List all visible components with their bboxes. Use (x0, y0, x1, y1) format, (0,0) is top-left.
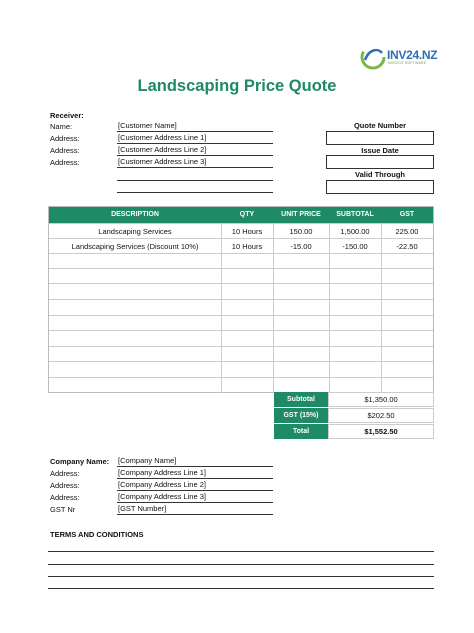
gst-number-field[interactable]: [GST Number] (117, 503, 273, 515)
company-address-line3-field[interactable]: [Company Address Line 3] (117, 491, 273, 503)
valid-through-label: Valid Through (355, 170, 405, 179)
table-row-empty[interactable] (49, 330, 433, 345)
total-value: $1,552.50 (328, 424, 434, 439)
cell-qty: 10 Hours (231, 227, 263, 236)
table-row-empty[interactable] (49, 299, 433, 314)
header-description: DESCRIPTION (49, 207, 221, 223)
receiver-address-line1-field[interactable]: [Customer Address Line 1] (117, 132, 273, 144)
cell-unit-price: -15.00 (290, 242, 312, 251)
cell-subtotal: 1,500.00 (340, 227, 370, 236)
table-row-empty[interactable] (49, 346, 433, 361)
company-address-line2-field[interactable]: [Company Address Line 2] (117, 479, 273, 491)
total-label: Total (274, 424, 328, 439)
gst-value: $202.50 (328, 408, 434, 423)
page-title: Landscaping Price Quote (137, 77, 337, 95)
cell-subtotal: -150.00 (342, 242, 368, 251)
logo-swirl-icon (360, 44, 386, 70)
cell-unit-price: 150.00 (289, 227, 313, 236)
terms-line[interactable] (48, 576, 434, 577)
cell-gst: 225.00 (395, 227, 419, 236)
items-table (48, 206, 434, 393)
quote-number-label: Quote Number (353, 121, 407, 130)
receiver-name-label: Name: (50, 122, 73, 131)
table-row-empty[interactable] (49, 315, 433, 330)
receiver-address-line2-field[interactable]: [Customer Address Line 2] (117, 144, 273, 156)
cell-description: Landscaping Services (98, 227, 172, 236)
gst-label: GST (15%) (274, 408, 328, 423)
header-gst: GST (381, 207, 433, 223)
header-unit-price: UNIT PRICE (273, 207, 329, 223)
terms-line[interactable] (48, 564, 434, 565)
subtotal-value: $1,350.00 (328, 392, 434, 407)
receiver-heading: Receiver: (50, 111, 84, 120)
header-qty: QTY (221, 207, 273, 223)
terms-line[interactable] (48, 588, 434, 589)
receiver-extra-field[interactable] (117, 181, 273, 193)
valid-through-input[interactable] (326, 180, 434, 194)
company-address-label: Address: (50, 493, 80, 502)
table-row[interactable] (49, 223, 433, 238)
subtotal-label: Subtotal (274, 392, 328, 407)
table-row-empty[interactable] (49, 361, 433, 376)
logo-name: INV24.NZ (387, 48, 438, 62)
quote-number-input[interactable] (326, 131, 434, 145)
table-row-empty[interactable] (49, 253, 433, 268)
receiver-address-label: Address: (50, 134, 80, 143)
receiver-address-label: Address: (50, 158, 80, 167)
table-row-empty[interactable] (49, 283, 433, 298)
company-address-line1-field[interactable]: [Company Address Line 1] (117, 467, 273, 479)
table-row-empty[interactable] (49, 377, 433, 392)
header-subtotal: SUBTOTAL (329, 207, 381, 223)
company-name-field[interactable]: [Company Name] (117, 455, 273, 467)
company-logo (360, 44, 450, 72)
cell-gst: -22.50 (396, 242, 418, 251)
company-name-label: Company Name: (50, 457, 110, 466)
cell-qty: 10 Hours (231, 242, 263, 251)
receiver-extra-field[interactable] (117, 169, 273, 181)
terms-line[interactable] (48, 551, 434, 552)
logo-tagline: INVOICE SOFTWARE (388, 61, 427, 65)
receiver-address-label: Address: (50, 146, 80, 155)
table-row[interactable] (49, 238, 433, 253)
receiver-name-field[interactable]: [Customer Name] (117, 120, 273, 132)
issue-date-label: Issue Date (361, 146, 399, 155)
receiver-address-line3-field[interactable]: [Customer Address Line 3] (117, 156, 273, 168)
company-address-label: Address: (50, 469, 80, 478)
gst-number-label: GST Nr (50, 505, 76, 514)
company-address-label: Address: (50, 481, 80, 490)
issue-date-input[interactable] (326, 155, 434, 169)
cell-description: Landscaping Services (Discount 10%) (71, 242, 199, 251)
table-row-empty[interactable] (49, 268, 433, 283)
terms-heading: TERMS AND CONDITIONS (50, 530, 144, 539)
